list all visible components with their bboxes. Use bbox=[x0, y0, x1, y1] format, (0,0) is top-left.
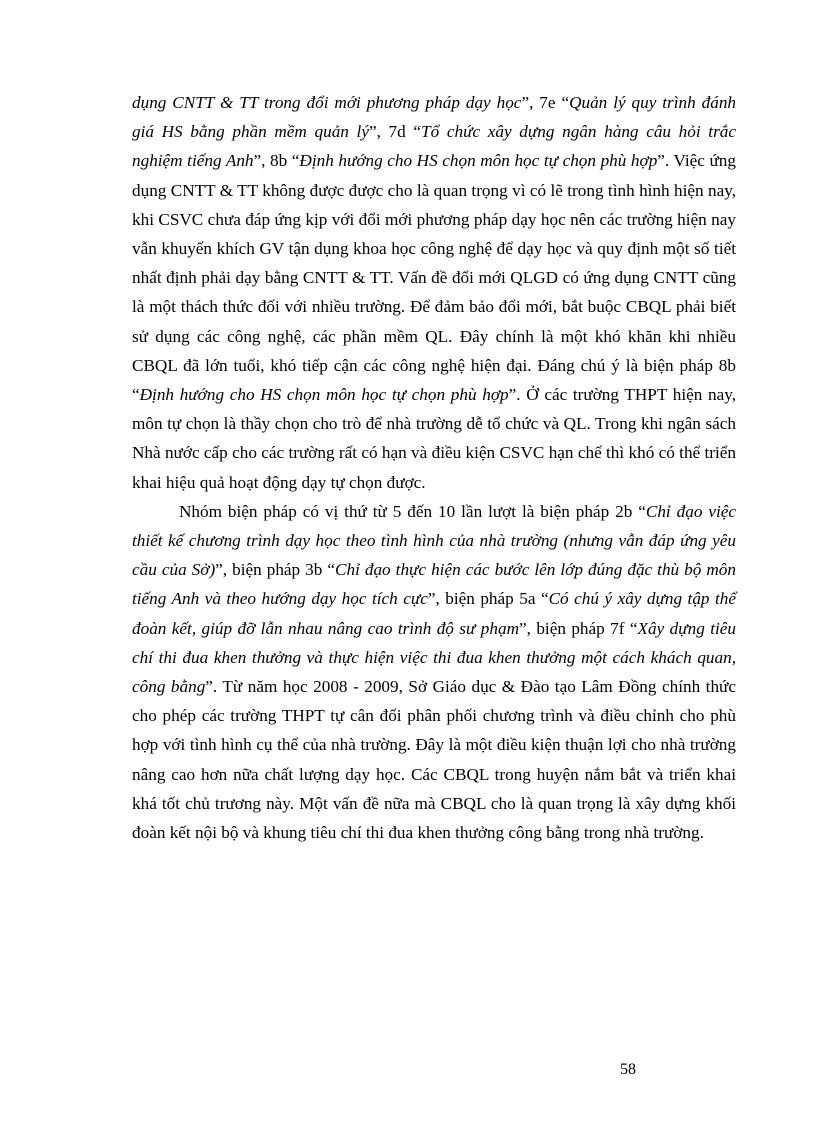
body-text bbox=[132, 88, 736, 847]
text-run: Quản lý quy trình đánh giá HS bằng phần mềm quản lý bbox=[132, 93, 737, 142]
text-run: ”, 7d “ bbox=[368, 122, 422, 142]
page-number: 58 bbox=[620, 1061, 636, 1078]
text-run: ”. Từ năm học 2008 - 2009, Sở Giáo dục & Đào tạo Lâm Đồng chính thức cho phép các trường THPT tự cân đối phân phối chương trình và điều chỉnh cho phù hợp với tình hình cụ thể của nhà trường. Đây là một điều kiện thuận lợi cho nhà trường nâng cao hơn nữa chất lượng dạy học. Các CBQL trong huyện nắm bắt và triển khai khá tốt chủ trương này. Một vấn đề nữa mà CBQL cho là quan trọng là xây dựng khối đoàn kết nội bộ và khung tiêu chí thi đua khen thưởng công bằng trong nhà trường. bbox=[132, 677, 736, 843]
text-run: Xây dựng tiêu chí thi đua khen thưởng và thực hiện việc thi đua khen thưởng một cách khách quan, công bằng bbox=[132, 618, 736, 697]
text-run: ”, biện pháp 7f “ bbox=[518, 618, 638, 638]
text-run: Có chú ý xây dựng tập thể đoàn kết, giúp đỡ lẫn nhau nâng cao trình độ sư phạm bbox=[132, 589, 737, 638]
paragraph-2 bbox=[132, 497, 736, 847]
text-run: ”, 7e “ bbox=[521, 93, 570, 112]
text-run: ”, biện pháp 5a “ bbox=[427, 589, 549, 609]
text-run: Nhóm biện pháp có vị thứ từ 5 đến 10 lần lượt là biện pháp 2b “ bbox=[179, 501, 646, 521]
text-run: ”. Việc ứng dụng CNTT & TT không được được cho là quan trọng vì có lẽ trong tình hình hiện nay, khi CSVC chưa đáp ứng kịp với đổi mới phương pháp dạy học nên các trường hiện nay vẫn khuyến khích GV tận dụng khoa học công nghệ để dạy học và quy định một số tiết nhất định phải dạy bằng CNTT & TT. Vấn đề đổi mới QLGD có ứng dụng CNTT cũng là một thách thức đối với nhiều trường. Để đảm bảo đổi mới, bắt buộc CBQL phải biết sử dụng các công nghệ, các phần mềm QL. Đây chính là một khó khăn khi nhiều CBQL đã lớn tuổi, khó tiếp cận các công nghệ hiện đại. Đáng chú ý là biện pháp 8b “ bbox=[132, 151, 736, 405]
text-run: ”, biện pháp 3b “ bbox=[215, 560, 336, 580]
text-run: Chỉ đạo thực hiện các bước lên lớp đúng đặc thù bộ môn tiếng Anh và theo hướng dạy học tích cực bbox=[132, 560, 736, 609]
text-run: ”. Ở các trường THPT hiện nay, môn tự chọn là thầy chọn cho trò để nhà trường dễ tổ chức và QL. Trong khi ngân sách Nhà nước cấp cho các trường rất có hạn và điều kiện CSVC hạn chế thì khó có thể triển khai hiệu quả hoạt động dạy tự chọn được. bbox=[132, 385, 737, 492]
text-run: Tổ chức xây dựng ngân hàng câu hỏi trắc nghiệm tiếng Anh bbox=[132, 122, 736, 171]
text-run: ”, 8b “ bbox=[253, 151, 300, 171]
text-run: Định hướng cho HS chọn môn học tự chọn phù hợp bbox=[299, 151, 658, 171]
text-run: Định hướng cho HS chọn môn học tự chọn phù hợp bbox=[139, 385, 509, 405]
paragraph-1 bbox=[132, 88, 736, 497]
text-run: Chỉ đạo việc thiết kế chương trình dạy học theo tình hình của nhà trường (nhưng vẫn đáp ứng yêu cầu của Sở) bbox=[132, 501, 736, 580]
text-run: dụng CNTT & TT trong đổi mới phương pháp dạy học bbox=[132, 93, 522, 112]
